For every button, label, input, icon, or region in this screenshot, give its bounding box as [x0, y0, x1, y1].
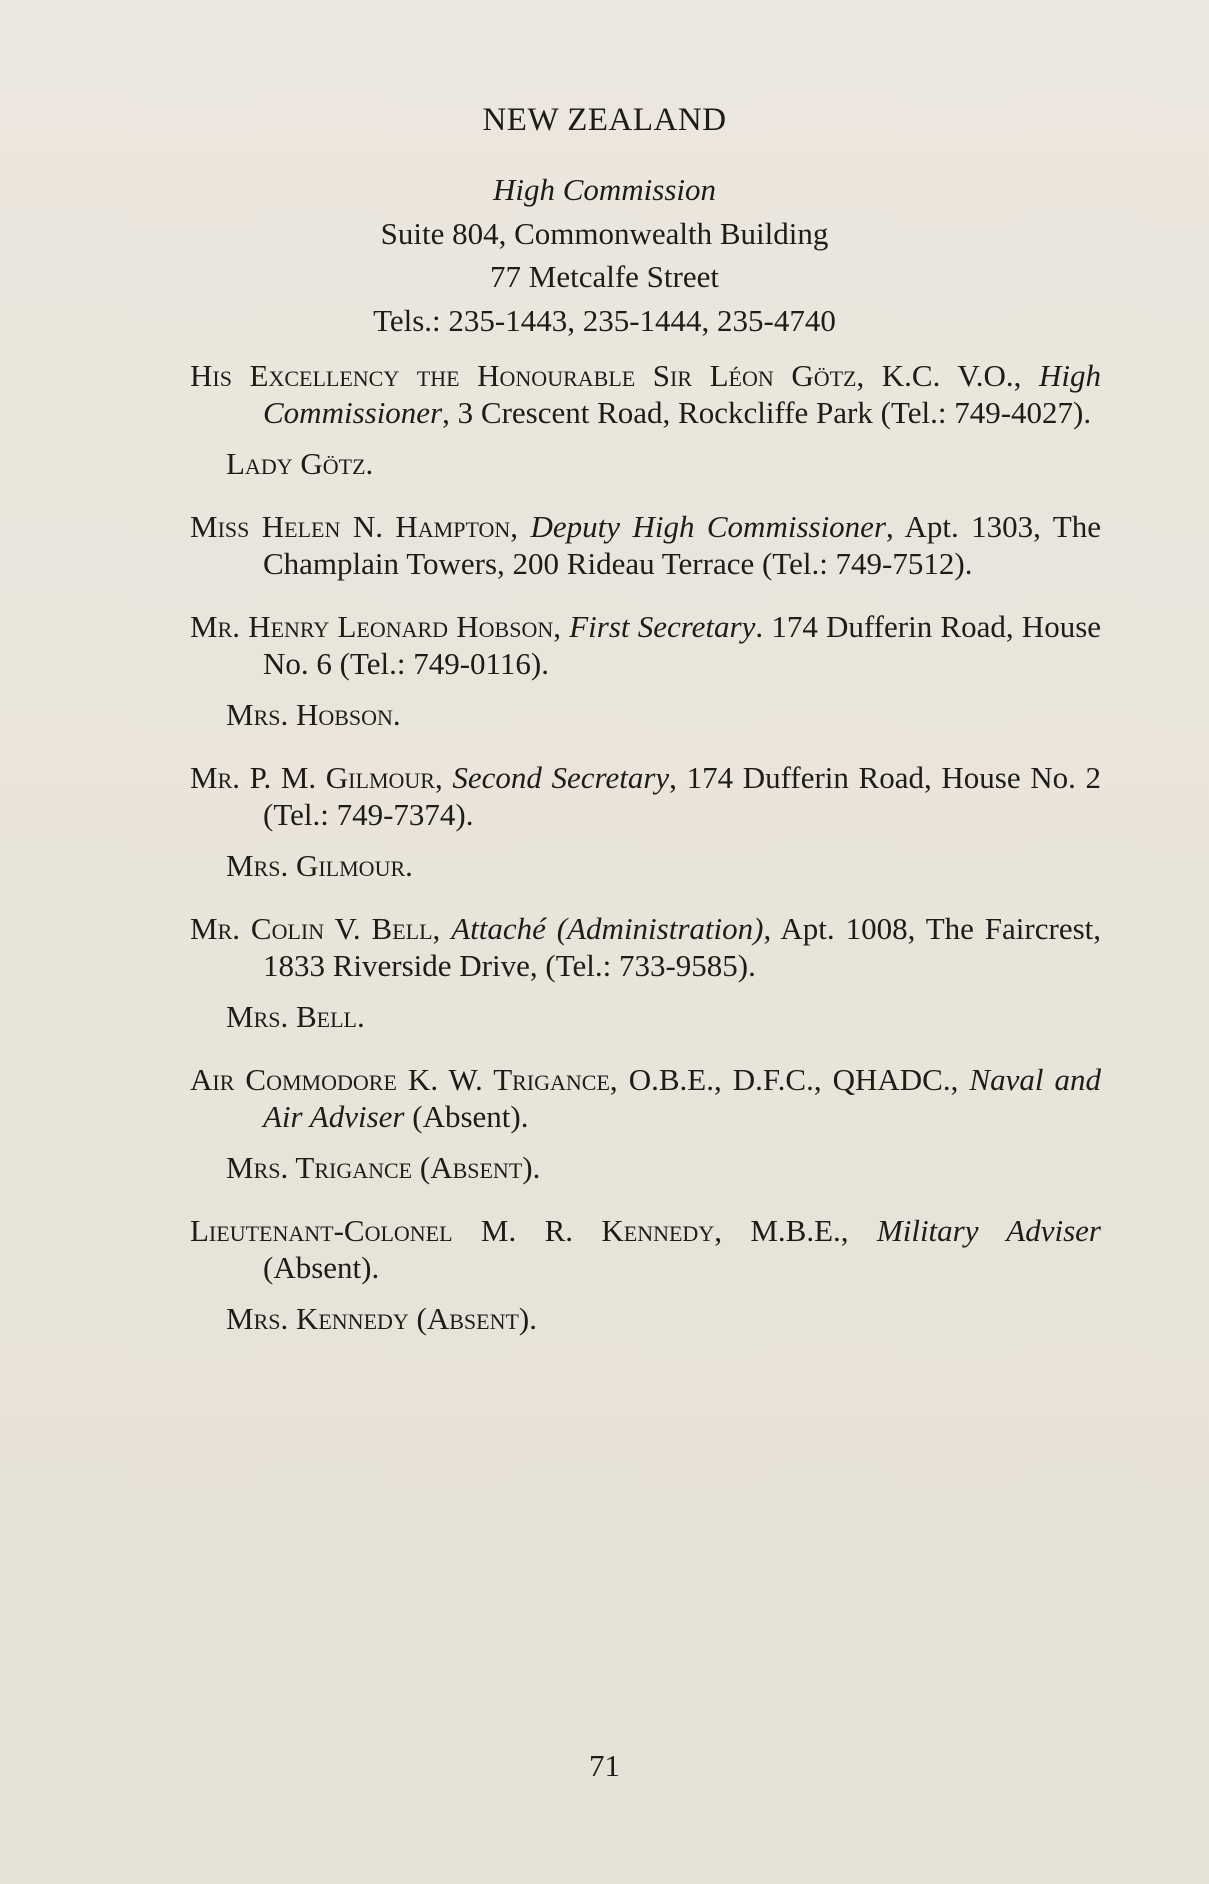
entry-text	[190, 608, 1101, 682]
honours: ,	[434, 760, 453, 795]
address-line-2: 77 Metcalfe Street	[490, 259, 719, 294]
country-heading: NEW ZEALAND	[482, 102, 727, 138]
staff-entry	[190, 1061, 1101, 1186]
position-title: Military Adviser	[876, 1213, 1101, 1248]
position-title: Naval and Air Adviser	[263, 1062, 1101, 1134]
entry-text	[190, 910, 1101, 984]
spouse-name: Mrs. Bell.	[226, 999, 365, 1034]
staff-entry	[190, 910, 1101, 1035]
person-name: Mr. Colin V. Bell	[190, 911, 433, 946]
address-details: , 3 Crescent Road, Rockcliffe Park (Tel.: 749-4027).	[442, 395, 1092, 430]
staff-list	[190, 357, 1101, 1363]
spouse-name: Mrs. Trigance (Absent).	[226, 1150, 541, 1185]
staff-entry	[190, 508, 1101, 582]
staff-entry	[190, 759, 1101, 884]
person-name: Mr. P. M. Gilmour	[190, 760, 435, 795]
staff-entry	[190, 357, 1101, 482]
address-details: . 174 Dufferin Road, House No. 6 (Tel.: 749-0116).	[263, 609, 1102, 681]
spouse-name: Mrs. Hobson.	[226, 697, 401, 732]
spouse-name: Mrs. Kennedy (Absent).	[226, 1301, 537, 1336]
person-name: Mr. Henry Leonard Hobson	[190, 609, 554, 644]
honours: , O.B.E., D.F.C., QHADC.,	[609, 1062, 970, 1097]
honours: ,	[553, 609, 570, 644]
person-name: Lieutenant-Colonel M. R. Kennedy	[190, 1213, 715, 1248]
mission-subtitle: High Commission	[492, 172, 717, 207]
address-details: , Apt. 1008, The Faircrest, 1833 Riverside Drive, (Tel.: 733-9585).	[263, 911, 1102, 983]
position-title: First Secretary	[569, 609, 756, 644]
spouse-name: Mrs. Gilmour.	[226, 848, 413, 883]
honours: ,	[510, 509, 531, 544]
page-number: 71	[589, 1748, 620, 1783]
honours: , M.B.E.,	[714, 1213, 877, 1248]
entry-text	[190, 759, 1101, 833]
staff-entry	[190, 608, 1101, 733]
spouse-name: Lady Götz.	[226, 446, 374, 481]
telephone-numbers: Tels.: 235-1443, 235-1444, 235-4740	[373, 302, 836, 338]
person-name: Air Commodore K. W. Trigance	[190, 1062, 610, 1097]
address-line-1: Suite 804, Commonwealth Building	[380, 215, 829, 251]
honours: ,	[432, 911, 452, 946]
address-details: (Absent).	[263, 1250, 380, 1285]
position-title: Deputy High Commissioner	[530, 509, 887, 544]
staff-entry	[190, 1212, 1101, 1337]
person-name: His Excellency the Honourable Sir Léon Götz	[190, 358, 857, 393]
address-details: , Apt. 1303, The Champlain Towers, 200 Rideau Terrace (Tel.: 749-7512).	[263, 509, 1101, 581]
address-details: (Absent).	[404, 1099, 529, 1134]
entry-text	[190, 508, 1101, 582]
position-title: Attaché (Administration)	[451, 911, 764, 946]
position-title: High Commissioner	[263, 358, 1101, 430]
honours: , K.C. V.O.,	[856, 358, 1039, 393]
entry-text	[190, 1061, 1101, 1135]
address-details: , 174 Dufferin Road, House No. 2 (Tel.: 749-7374).	[263, 760, 1102, 832]
person-name: Miss Helen N. Hampton	[190, 509, 511, 544]
entry-text	[190, 1212, 1101, 1286]
position-title: Second Secretary	[452, 760, 670, 795]
entry-text	[190, 357, 1101, 431]
mission-address-block	[0, 168, 1209, 342]
